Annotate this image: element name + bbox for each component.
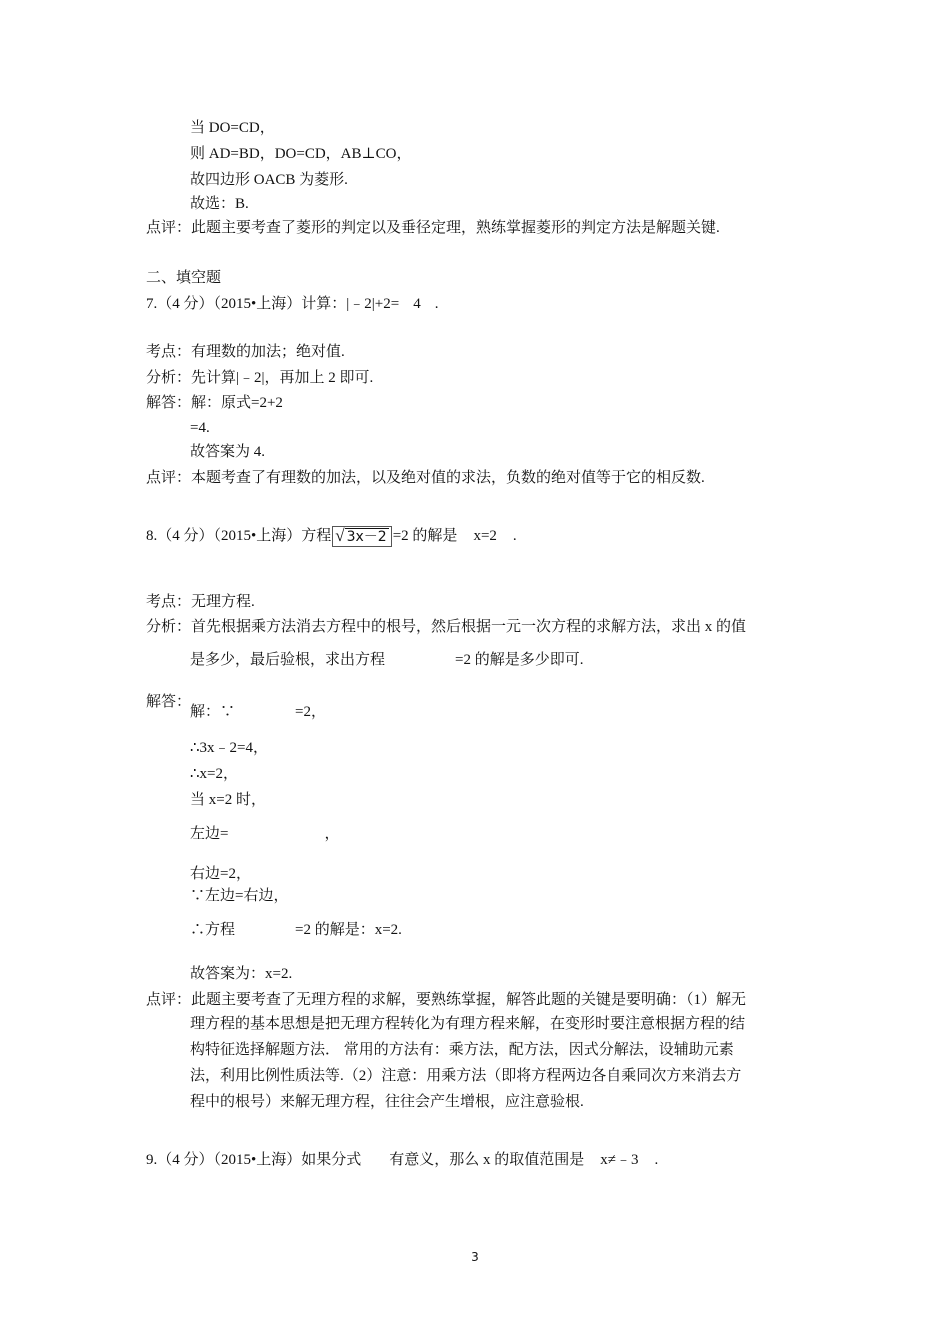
page-number: 3 [471,1250,479,1264]
jieda-line [146,393,283,413]
jieda-text: ， [324,826,340,842]
jieda-step: =4. [190,420,210,436]
section-title: 二、填空题 [146,270,222,286]
jieda-label: 解答： [146,395,192,411]
comment-label: 点评： [146,220,192,236]
kaodian-text: 无理方程. [191,594,255,610]
question-8-end: . [512,528,517,544]
sqrt-expression [332,526,391,547]
sqrt-icon: √ [335,526,345,546]
jieda-text: 解：∵ [190,704,236,720]
fenxi-line-2 [190,650,583,670]
jieda-step: ∵左边=右边， [190,888,289,904]
dianping-line: 理方程的基本思想是把无理方程转化为有理方程来解，在变形时要注意根据方程的结 [190,1016,746,1032]
question-7-end: . [434,296,439,312]
question-8-text: 8.（4 分）（2015•上海）方程 [146,528,332,544]
question-9-text: 9.（4 分）（2015•上海）如果分式 [146,1152,362,1168]
comment-text: 此题主要考查了菱形的判定以及垂径定理，熟练掌握菱形的判定方法是解题关键. [191,220,720,236]
text-line: 故选：B. [190,196,249,212]
question-8-text-b: =2 的解是 [392,528,458,544]
jieda-step: 右边=2， [190,866,251,882]
question-7-stem [146,294,438,314]
jieda-text: ∴方程 [190,922,236,938]
dianping-line: 程中的根号）来解无理方程，往往会产生增根，应注意验根. [190,1094,584,1110]
dianping-line [146,468,705,488]
text-line: 故四边形 OACB 为菱形. [190,172,348,188]
kaodian-line [146,592,255,612]
comment-line [146,218,720,238]
jieda-step: 当 x=2 时， [190,792,266,808]
fenxi-text: 是多少，最后验根，求出方程 [190,652,386,668]
question-7-answer: 4 [413,296,421,312]
fenxi-label: 分析： [146,370,192,386]
dianping-text: 此题主要考查了无理方程的求解，要熟练掌握，解答此题的关键是要明确：（1）解无 [191,992,747,1008]
jieda-step [190,824,339,844]
dianping-label: 点评： [146,470,192,486]
jieda-text: =2， [295,704,326,720]
dianping-line [146,990,746,1010]
fenxi-line [146,617,746,637]
question-9-answer: x≠﹣3 [600,1152,639,1168]
question-9-end: . [654,1152,659,1168]
jieda-step: 故答案为 4. [190,444,266,460]
jieda-step: ∴3x﹣2=4， [190,740,269,756]
dianping-label: 点评： [146,992,192,1008]
radicand: 3x－2 [346,529,387,546]
jieda-text: 解：原式=2+2 [191,395,283,411]
kaodian-label: 考点： [146,344,192,360]
question-9-stem [146,1150,658,1170]
jieda-step [190,920,402,940]
question-8-stem [146,526,517,547]
fenxi-text: 首先根据乘方法消去方程中的根号，然后根据一元一次方程的求解方法，求出 x 的值 [191,619,747,635]
dianping-text: 本题考查了有理数的加法，以及绝对值的求法，负数的绝对值等于它的相反数. [191,470,705,486]
text-line: 则 AD=BD，DO=CD，AB⊥CO， [190,146,412,162]
jieda-step: 故答案为：x=2. [190,966,293,982]
jieda-label: 解答： [146,694,192,710]
kaodian-line [146,342,345,362]
kaodian-text: 有理数的加法；绝对值. [191,344,345,360]
fenxi-text: 先计算|﹣2|，再加上 2 即可. [191,370,374,386]
jieda-text: =2 的解是：x=2. [295,922,402,938]
jieda-step [190,702,326,722]
question-8-answer: x=2 [473,528,497,544]
question-9-text-b: 有意义，那么 x 的取值范围是 [389,1152,585,1168]
fenxi-text: =2 的解是多少即可. [455,652,584,668]
jieda-step: ∴x=2， [190,766,239,782]
kaodian-label: 考点： [146,594,192,610]
fenxi-line [146,368,373,388]
dianping-line: 构特征选择解题方法． 常用的方法有：乘方法，配方法，因式分解法，设辅助元素 [190,1042,734,1058]
dianping-line: 法，利用比例性质法等.（2）注意：用乘方法（即将方程两边各自乘同次方来消去方 [190,1068,742,1084]
fenxi-label: 分析： [146,619,192,635]
jieda-text: 左边= [190,826,229,842]
text-line: 当 DO=CD， [190,120,275,136]
question-7-text: 7.（4 分）（2015•上海）计算：|﹣2|+2= [146,296,400,312]
